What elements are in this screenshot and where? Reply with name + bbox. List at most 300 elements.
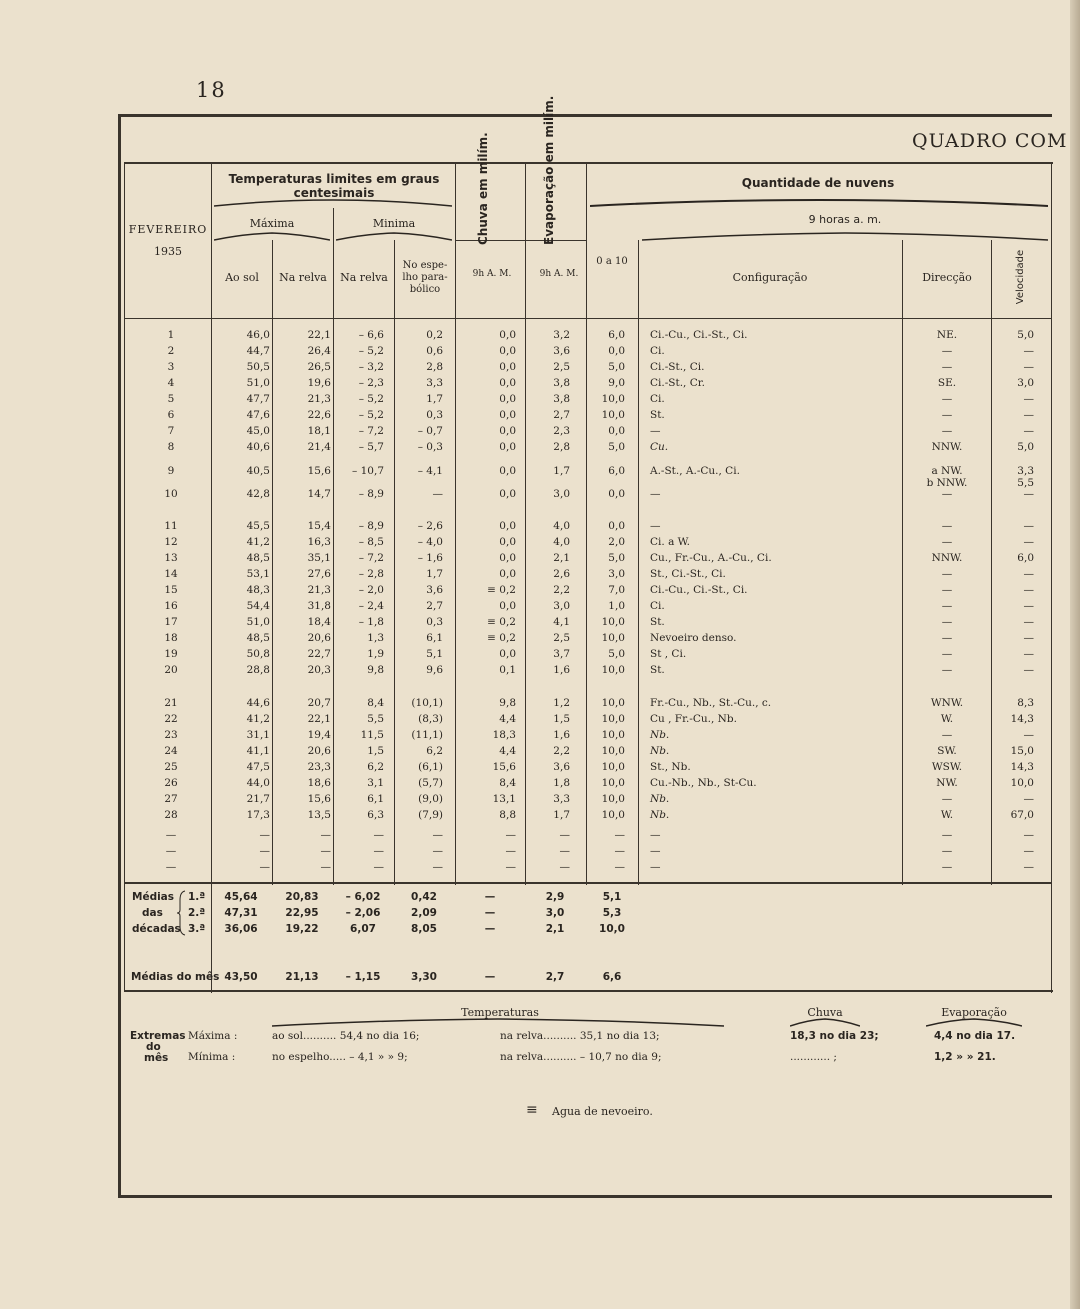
- cell-espelho: 0,6: [426, 345, 443, 357]
- cell-vel: 14,3: [1010, 713, 1034, 725]
- cell-sol: 41,2: [246, 713, 270, 725]
- min-espelho: no espelho..... – 4,1 » » 9;: [272, 1051, 408, 1063]
- cell-relva-max: 27,6: [307, 568, 331, 580]
- cell-dir: a NW.: [931, 465, 963, 477]
- cell-chuva: ≡ 0,2: [487, 616, 516, 628]
- avg-label: 2.ª: [188, 907, 206, 919]
- cell-relva-min: – 1,8: [358, 616, 384, 628]
- cell-espelho: 6,1: [426, 632, 443, 644]
- cell-vel: —: [1023, 600, 1034, 612]
- evaporacao-header: Evaporação em milím.: [542, 95, 556, 245]
- avg-sol: 47,31: [224, 907, 258, 919]
- cell-vel: —: [1023, 648, 1034, 660]
- cell-config: Cu.: [650, 441, 669, 453]
- cell-espelho: (5,7): [418, 777, 443, 789]
- cell-nuv: 3,0: [608, 568, 625, 580]
- cell-espelho: —: [432, 861, 443, 873]
- cell-config: St.: [650, 616, 665, 628]
- cell-sol: 45,0: [246, 425, 270, 437]
- avg-espelho: 2,09: [411, 907, 437, 919]
- cell-config: Ci.-St., Ci.: [650, 361, 705, 373]
- cell-relva-min: – 6,6: [358, 329, 384, 341]
- cell-nuv: 10,0: [601, 409, 625, 421]
- cell-dir: —: [941, 488, 953, 500]
- cell-sol: 54,4: [246, 600, 270, 612]
- cell-relva-min: – 5,2: [358, 393, 384, 405]
- cell-config: Nb.: [650, 745, 670, 757]
- cell-espelho: (11,1): [411, 729, 443, 741]
- cell-config: Ci. a W.: [650, 536, 690, 548]
- cell-relva-max: 23,3: [307, 761, 331, 773]
- cell-config: Fr.-Cu., Nb., St.-Cu., c.: [650, 697, 772, 709]
- cell-evap: 4,0: [553, 536, 570, 548]
- cell-chuva: 0,0: [499, 488, 516, 500]
- cell-day: 26: [164, 777, 178, 789]
- evap-time-header: 9h A. M.: [539, 269, 579, 279]
- cell-config: Ci.-St., Cr.: [650, 377, 705, 389]
- cell-dir2: b NNW.: [926, 477, 968, 489]
- cell-espelho: 2,7: [426, 600, 443, 612]
- cell-nuv: 9,0: [608, 377, 625, 389]
- cell-nuv: 7,0: [608, 584, 625, 596]
- cell-espelho: 0,3: [426, 616, 443, 628]
- cell-relva-max: —: [320, 861, 331, 873]
- cell-relva-min: – 2,8: [358, 568, 384, 580]
- cell-chuva: 0,1: [499, 664, 516, 676]
- cell-sol: 45,5: [246, 520, 270, 532]
- cell-chuva: 0,0: [499, 568, 516, 580]
- cell-espelho: – 1,6: [417, 552, 443, 564]
- cell-dir: —: [941, 729, 953, 741]
- max-chuva: 18,3 no dia 23;: [790, 1030, 879, 1042]
- cell-evap: 3,3: [553, 793, 570, 805]
- minima-header: Minima: [372, 217, 416, 230]
- cell-relva-max: —: [320, 845, 331, 857]
- maxima-header: Máxima: [249, 217, 295, 230]
- minima-brace: [336, 232, 452, 242]
- cell-relva-min: 1,9: [367, 648, 384, 660]
- month-avg-nuv: 6,6: [602, 971, 622, 983]
- cell-vel: —: [1023, 393, 1034, 405]
- cell-relva-min: – 7,2: [358, 552, 384, 564]
- cell-chuva: 0,0: [499, 648, 516, 660]
- cell-relva-max: 20,3: [307, 664, 331, 676]
- cell-config: St.: [650, 409, 665, 421]
- cell-sol: 48,5: [246, 632, 270, 644]
- cell-relva-max: —: [320, 829, 331, 841]
- cell-relva-max: 18,6: [307, 777, 331, 789]
- cell-espelho: – 2,6: [417, 520, 443, 532]
- cell-espelho: (7,9): [418, 809, 443, 821]
- cell-vel: 6,0: [1017, 552, 1034, 564]
- cell-sol: 28,8: [246, 664, 270, 676]
- avg-chuva: —: [484, 923, 496, 935]
- cell-vel: —: [1023, 345, 1034, 357]
- cell-vel: —: [1023, 409, 1034, 421]
- cell-relva-min: – 2,4: [358, 600, 384, 612]
- cell-evap: 3,7: [553, 648, 570, 660]
- cell-day: 7: [167, 425, 175, 437]
- cell-config: St.: [650, 664, 665, 676]
- cell-day: 8: [167, 441, 175, 453]
- cell-dir: —: [941, 345, 953, 357]
- do-label: do: [146, 1041, 161, 1053]
- velocidade-header: Velocidade: [1015, 249, 1026, 305]
- cell-sol: 50,5: [246, 361, 270, 373]
- cell-config: Cu , Fr.-Cu., Nb.: [650, 713, 737, 725]
- cell-espelho: —: [432, 829, 443, 841]
- cell-vel: —: [1023, 845, 1034, 857]
- cell-relva-max: 15,4: [307, 520, 331, 532]
- cell-evap: 1,2: [553, 697, 570, 709]
- cell-sol: 40,5: [246, 465, 270, 477]
- cell-day: 10: [164, 488, 178, 500]
- cell-config: Cu.-Nb., Nb., St-Cu.: [650, 777, 757, 789]
- cell-sol: 31,1: [246, 729, 270, 741]
- avg-label: 3.ª: [188, 923, 206, 935]
- avg-chuva: —: [484, 891, 496, 903]
- cell-day: 20: [164, 664, 178, 676]
- cell-chuva: 9,8: [499, 697, 516, 709]
- month-avg-chuva: —: [484, 971, 496, 983]
- cell-espelho: 9,6: [426, 664, 443, 676]
- book-spine: [1070, 0, 1080, 1309]
- cell-vel: —: [1023, 425, 1034, 437]
- cell-chuva: 0,0: [499, 393, 516, 405]
- cell-evap: 2,6: [553, 568, 570, 580]
- cell-relva-max: 18,4: [307, 616, 331, 628]
- cell-vel: —: [1023, 729, 1034, 741]
- cell-relva-max: 15,6: [307, 465, 331, 477]
- cell-relva-max: 20,6: [307, 745, 331, 757]
- col-line: [902, 240, 903, 885]
- cell-dir: —: [941, 568, 953, 580]
- cell-relva-max: 26,4: [307, 345, 331, 357]
- maxima-brace: [214, 232, 330, 242]
- cell-nuv: 0,0: [608, 520, 625, 532]
- cell-vel: 14,3: [1010, 761, 1034, 773]
- cell-day: 25: [164, 761, 178, 773]
- cell-dir: —: [941, 520, 953, 532]
- cell-espelho: 0,2: [426, 329, 443, 341]
- cell-dir: SW.: [937, 745, 957, 757]
- cell-dir: W.: [940, 713, 954, 725]
- cell-evap: 3,8: [553, 377, 570, 389]
- cell-relva-min: —: [373, 861, 384, 873]
- cell-espelho: (8,3): [418, 713, 443, 725]
- cell-vel: 8,3: [1017, 697, 1034, 709]
- cell-evap: 2,7: [553, 409, 570, 421]
- min-evap: 1,2 » » 21.: [934, 1051, 996, 1063]
- cell-relva-min: 8,4: [367, 697, 384, 709]
- cell-relva-min: – 3,2: [358, 361, 384, 373]
- cell-relva-max: 20,6: [307, 632, 331, 644]
- cell-day: 23: [164, 729, 178, 741]
- cell-espelho: – 0,7: [417, 425, 443, 437]
- hours-brace: [642, 232, 1048, 242]
- cell-sol: 47,6: [246, 409, 270, 421]
- header-bottom-rule: [124, 318, 1051, 319]
- min-chuva: ............ ;: [790, 1051, 837, 1063]
- cell-evap: 2,3: [553, 425, 570, 437]
- avg-nuv: 5,3: [602, 907, 622, 919]
- cell-dir: NW.: [936, 777, 958, 789]
- cell-nuv: 10,0: [601, 664, 625, 676]
- cell-evap: —: [559, 845, 570, 857]
- cell-relva-max: 22,7: [307, 648, 331, 660]
- cell-vel: 5,0: [1017, 441, 1034, 453]
- cell-nuv: 10,0: [601, 697, 625, 709]
- avg-evap: 2,9: [545, 891, 565, 903]
- cell-espelho: (9,0): [418, 793, 443, 805]
- cell-evap: 2,5: [553, 361, 570, 373]
- cell-nuv: 10,0: [601, 745, 625, 757]
- cell-dir: NNW.: [931, 441, 963, 453]
- cell-day: 15: [164, 584, 178, 596]
- cell-dir: —: [941, 845, 953, 857]
- cell-dir: WNW.: [930, 697, 964, 709]
- cell-espelho: – 4,0: [417, 536, 443, 548]
- cell-chuva: 8,8: [499, 809, 516, 821]
- cell-day: 11: [164, 520, 178, 532]
- cell-relva-min: – 8,9: [358, 520, 384, 532]
- cell-sol: 44,0: [246, 777, 270, 789]
- cell-config: —: [650, 488, 661, 500]
- cell-espelho: (6,1): [418, 761, 443, 773]
- cell-config: Nb.: [650, 729, 670, 741]
- cell-espelho: – 4,1: [417, 465, 443, 477]
- extremas-label: Extremas: [130, 1030, 186, 1042]
- cell-sol: 42,8: [246, 488, 270, 500]
- ao-sol-header: Ao sol: [225, 271, 259, 284]
- cell-sol: 46,0: [246, 329, 270, 341]
- cell-day: 24: [164, 745, 178, 757]
- avg-relva-min: – 2,06: [345, 907, 381, 919]
- avg-sol: 45,64: [224, 891, 258, 903]
- avg-espelho: 0,42: [411, 891, 437, 903]
- cell-chuva: —: [505, 845, 516, 857]
- cell-espelho: 5,1: [426, 648, 443, 660]
- cell-nuv: 10,0: [601, 761, 625, 773]
- cell-relva-min: 6,3: [367, 809, 384, 821]
- cell-vel: —: [1023, 829, 1034, 841]
- cell-evap: 4,0: [553, 520, 570, 532]
- avg-evap: 3,0: [545, 907, 565, 919]
- cell-chuva: 4,4: [499, 745, 516, 757]
- extremes-temp-brace: [272, 1018, 724, 1028]
- cell-nuv: 10,0: [601, 393, 625, 405]
- cell-relva-max: 21,3: [307, 584, 331, 596]
- avg-chuva: —: [484, 907, 496, 919]
- cell-chuva: 0,0: [499, 536, 516, 548]
- cell-day: 4: [167, 377, 175, 389]
- cell-evap: 3,2: [553, 329, 570, 341]
- cell-day: 27: [164, 793, 178, 805]
- avg-relva-min: – 6,02: [345, 891, 381, 903]
- max-sol: ao sol.......... 54,4 no dia 16;: [272, 1030, 420, 1042]
- avg-relva-max: 22,95: [285, 907, 319, 919]
- max-evap: 4,4 no dia 17.: [934, 1030, 1016, 1042]
- cell-dir: NE.: [936, 329, 958, 341]
- extremes-chuva-header: Chuva: [807, 1006, 843, 1019]
- minima-label: Mínima :: [188, 1051, 236, 1063]
- cell-nuv: 10,0: [601, 809, 625, 821]
- cell-chuva: 0,0: [499, 520, 516, 532]
- cell-evap: —: [559, 829, 570, 841]
- cell-evap: 1,7: [553, 809, 570, 821]
- configuracao-header: Configuração: [732, 271, 808, 284]
- cell-relva-min: – 10,7: [352, 465, 384, 477]
- cell-dir: —: [941, 536, 953, 548]
- cell-nuv: —: [614, 861, 625, 873]
- cell-espelho: —: [432, 488, 443, 500]
- cell-sol: 47,7: [246, 393, 270, 405]
- chuva-time-header: 9h A. M.: [472, 269, 512, 279]
- extremes-chuva-brace: [790, 1018, 860, 1028]
- cell-relva-min: – 8,9: [358, 488, 384, 500]
- cell-sol: 51,0: [246, 377, 270, 389]
- cell-chuva: 0,0: [499, 465, 516, 477]
- cell-sol: 41,1: [246, 745, 270, 757]
- cell-config: —: [650, 520, 661, 532]
- cell-sol: 17,3: [246, 809, 270, 821]
- cell-vel: 3,3: [1017, 465, 1034, 477]
- cell-relva-max: 16,3: [307, 536, 331, 548]
- cell-nuv: —: [614, 829, 625, 841]
- cell-espelho: 1,7: [426, 568, 443, 580]
- cell-relva-min: – 7,2: [358, 425, 384, 437]
- cell-relva-min: – 5,2: [358, 409, 384, 421]
- cell-relva-max: 21,4: [307, 441, 331, 453]
- cell-day: 9: [167, 465, 175, 477]
- page-number: 18: [196, 78, 227, 102]
- cell-espelho: 0,3: [426, 409, 443, 421]
- cell-config: Ci.-Cu., Ci.-St., Ci.: [650, 329, 748, 341]
- cell-day: 19: [164, 648, 178, 660]
- cell-config: Nevoeiro denso.: [650, 632, 737, 644]
- cell-chuva: 0,0: [499, 345, 516, 357]
- cell-dir: —: [941, 425, 953, 437]
- cell-vel: —: [1023, 520, 1034, 532]
- cell-relva-min: —: [373, 845, 384, 857]
- cell-relva-min: 6,1: [367, 793, 384, 805]
- cell-relva-min: 1,5: [367, 745, 384, 757]
- month-avg-relva-min: – 1,15: [345, 971, 381, 983]
- cell-espelho: (10,1): [411, 697, 443, 709]
- cell-espelho: 3,3: [426, 377, 443, 389]
- na-relva-min-header: Na relva: [340, 271, 388, 284]
- cell-relva-max: 22,1: [307, 329, 331, 341]
- averages-rule: [124, 882, 1051, 884]
- cell-dir: —: [941, 861, 953, 873]
- cell-dir: —: [941, 632, 953, 644]
- cell-day: 22: [164, 713, 178, 725]
- cell-sol: 41,2: [246, 536, 270, 548]
- cell-evap: 3,0: [553, 600, 570, 612]
- extremes-temp-header: Temperaturas: [461, 1006, 539, 1019]
- avg-relva-max: 19,22: [285, 923, 319, 935]
- cell-config: St , Ci.: [650, 648, 687, 660]
- cell-config: Ci.: [650, 600, 665, 612]
- cell-nuv: 1,0: [608, 600, 625, 612]
- avg-relva-min: 6,07: [350, 923, 376, 935]
- cell-evap: 2,2: [553, 745, 570, 757]
- cell-vel: 67,0: [1010, 809, 1034, 821]
- cell-relva-max: 13,5: [307, 809, 331, 821]
- cell-vel: —: [1023, 616, 1034, 628]
- cell-vel: —: [1023, 361, 1034, 373]
- cell-evap: 3,6: [553, 761, 570, 773]
- cell-relva-min: 5,5: [367, 713, 384, 725]
- cell-dir: —: [941, 648, 953, 660]
- footnote: Agua de nevoeiro.: [552, 1105, 653, 1118]
- cell-espelho: 1,7: [426, 393, 443, 405]
- cell-espelho: 3,6: [426, 584, 443, 596]
- cell-relva-min: 11,5: [360, 729, 384, 741]
- avg-espelho: 8,05: [411, 923, 437, 935]
- cell-nuv: 0,0: [608, 488, 625, 500]
- cell-chuva: 15,6: [492, 761, 516, 773]
- cell-nuv: 0,0: [608, 345, 625, 357]
- cell-sol: 48,3: [246, 584, 270, 596]
- maxima-label: Máxima :: [188, 1030, 238, 1042]
- na-relva-max-header: Na relva: [279, 271, 327, 284]
- cell-nuv: 5,0: [608, 648, 625, 660]
- cell-vel: —: [1023, 632, 1034, 644]
- extremes-evap-brace: [926, 1018, 1022, 1028]
- cell-dir: —: [941, 361, 953, 373]
- cell-evap: 2,5: [553, 632, 570, 644]
- cell-dir: SE.: [937, 377, 957, 389]
- cell-vel: 10,0: [1010, 777, 1034, 789]
- cell-chuva: 0,0: [499, 425, 516, 437]
- cell-day: 17: [164, 616, 178, 628]
- cell-evap: —: [559, 861, 570, 873]
- cell-relva-min: 9,8: [367, 664, 384, 676]
- cell-relva-max: 26,5: [307, 361, 331, 373]
- cell-nuv: 10,0: [601, 713, 625, 725]
- cell-day: —: [165, 829, 177, 841]
- mes-label: mês: [144, 1052, 169, 1064]
- year-label: 1935: [154, 245, 182, 258]
- extremes-evap-header: Evaporação: [941, 1006, 1007, 1019]
- cell-sol: —: [259, 861, 270, 873]
- cell-nuv: 6,0: [608, 465, 625, 477]
- cell-vel: —: [1023, 488, 1034, 500]
- cell-dir: —: [941, 793, 953, 805]
- cell-relva-max: 15,6: [307, 793, 331, 805]
- cell-vel2: 5,5: [1017, 477, 1034, 489]
- cell-day: 14: [164, 568, 178, 580]
- cell-evap: 4,1: [553, 616, 570, 628]
- cell-evap: 1,6: [553, 729, 570, 741]
- cell-evap: 2,2: [553, 584, 570, 596]
- cell-sol: 21,7: [246, 793, 270, 805]
- cell-chuva: 0,0: [499, 329, 516, 341]
- cell-chuva: 13,1: [492, 793, 516, 805]
- temp-group-header: Temperaturas limites em graus centesimais: [228, 172, 440, 200]
- cell-config: Ci.-Cu., Ci.-St., Ci.: [650, 584, 748, 596]
- cell-vel: 3,0: [1017, 377, 1034, 389]
- cell-config: A.-St., A.-Cu., Ci.: [650, 465, 740, 477]
- cell-config: Nb.: [650, 793, 670, 805]
- cell-chuva: —: [505, 829, 516, 841]
- avg-nuv: 5,1: [602, 891, 622, 903]
- cell-relva-max: 22,1: [307, 713, 331, 725]
- cell-nuv: 2,0: [608, 536, 625, 548]
- cell-evap: 1,7: [553, 465, 570, 477]
- cell-vel: —: [1023, 664, 1034, 676]
